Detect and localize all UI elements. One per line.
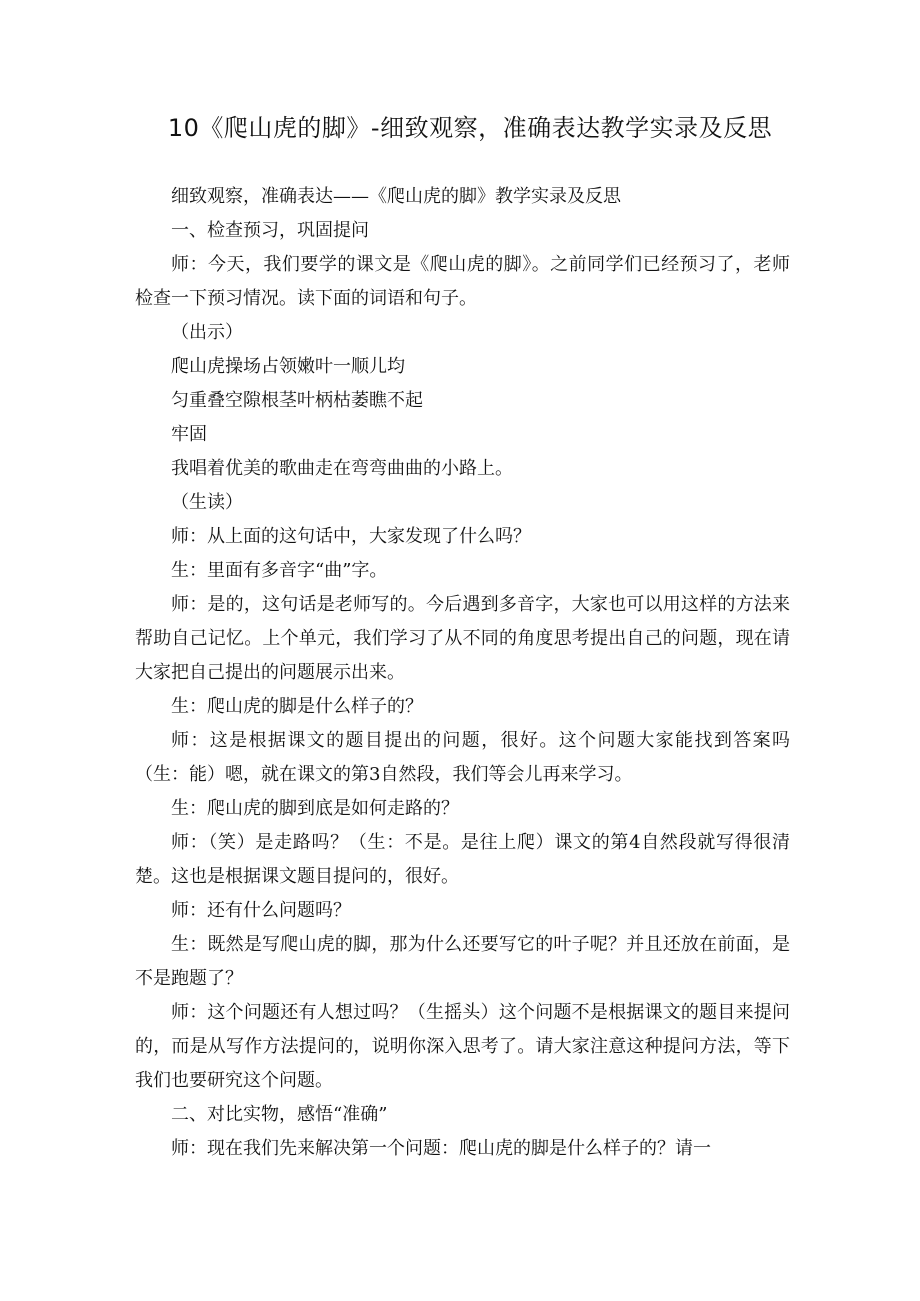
paragraph: 细致观察，准确表达——《爬山虎的脚》教学实录及反思 — [171, 186, 621, 207]
paragraph: （生读） — [171, 492, 243, 513]
paragraph: 我唱着优美的歌曲走在弯弯曲曲的小路上。 — [171, 458, 513, 479]
paragraph: 师：现在我们先来解决第一个问题：爬山虎的脚是什么样子的？请一 — [171, 1138, 711, 1159]
section-heading: 二、对比实物，感悟“准确” — [171, 1104, 388, 1125]
paragraph: 师：这是根据课文的题目提出的问题，很好。这个问题大家能找到答案吗（生：能）嗯，就在课文的第3自然段，我们等会儿再来学习。 — [135, 730, 790, 785]
paragraph: 师：从上面的这句话中，大家发现了什么吗？ — [171, 526, 531, 547]
document-title: 10《爬山虎的脚》-细致观察，准确表达教学实录及反思 — [167, 114, 773, 142]
paragraph: 师：这个问题还有人想过吗？（生摇头）这个问题不是根据课文的题目来提问的，而是从写作方法提问的，说明你深入思考了。请大家注意这种提问方法，等下我们也要研究这个问题。 — [135, 1002, 790, 1091]
paragraph: 师：还有什么问题吗？ — [171, 900, 351, 921]
paragraph: 师：今天，我们要学的课文是《爬山虎的脚》。之前同学们已经预习了，老师检查一下预习情况。读下面的词语和句子。 — [135, 254, 790, 309]
section-heading: 一、检查预习，巩固提问 — [171, 220, 369, 241]
paragraph: 爬山虎操场占领嫩叶一顺儿均 — [171, 356, 405, 377]
paragraph: （出示） — [171, 322, 243, 343]
paragraph: 牢固 — [171, 424, 207, 445]
paragraph: 匀重叠空隙根茎叶柄枯萎瞧不起 — [171, 390, 423, 411]
paragraph: 师：是的，这句话是老师写的。今后遇到多音字，大家也可以用这样的方法来帮助自己记忆。上个单元，我们学习了从不同的角度思考提出自己的问题，现在请大家把自己提出的问题展示出来。 — [135, 594, 790, 683]
paragraph: 生：里面有多音字“曲”字。 — [171, 560, 388, 581]
paragraph: 生：既然是写爬山虎的脚，那为什么还要写它的叶子呢？并且还放在前面，是不是跑题了？ — [135, 934, 790, 989]
paragraph: 生：爬山虎的脚到底是如何走路的？ — [171, 798, 459, 819]
paragraph: 生：爬山虎的脚是什么样子的？ — [171, 696, 423, 717]
document-body — [135, 180, 790, 1166]
paragraph: 师：（笑）是走路吗？（生：不是。是往上爬）课文的第4自然段就写得很清楚。这也是根据课文题目提问的，很好。 — [135, 832, 790, 887]
